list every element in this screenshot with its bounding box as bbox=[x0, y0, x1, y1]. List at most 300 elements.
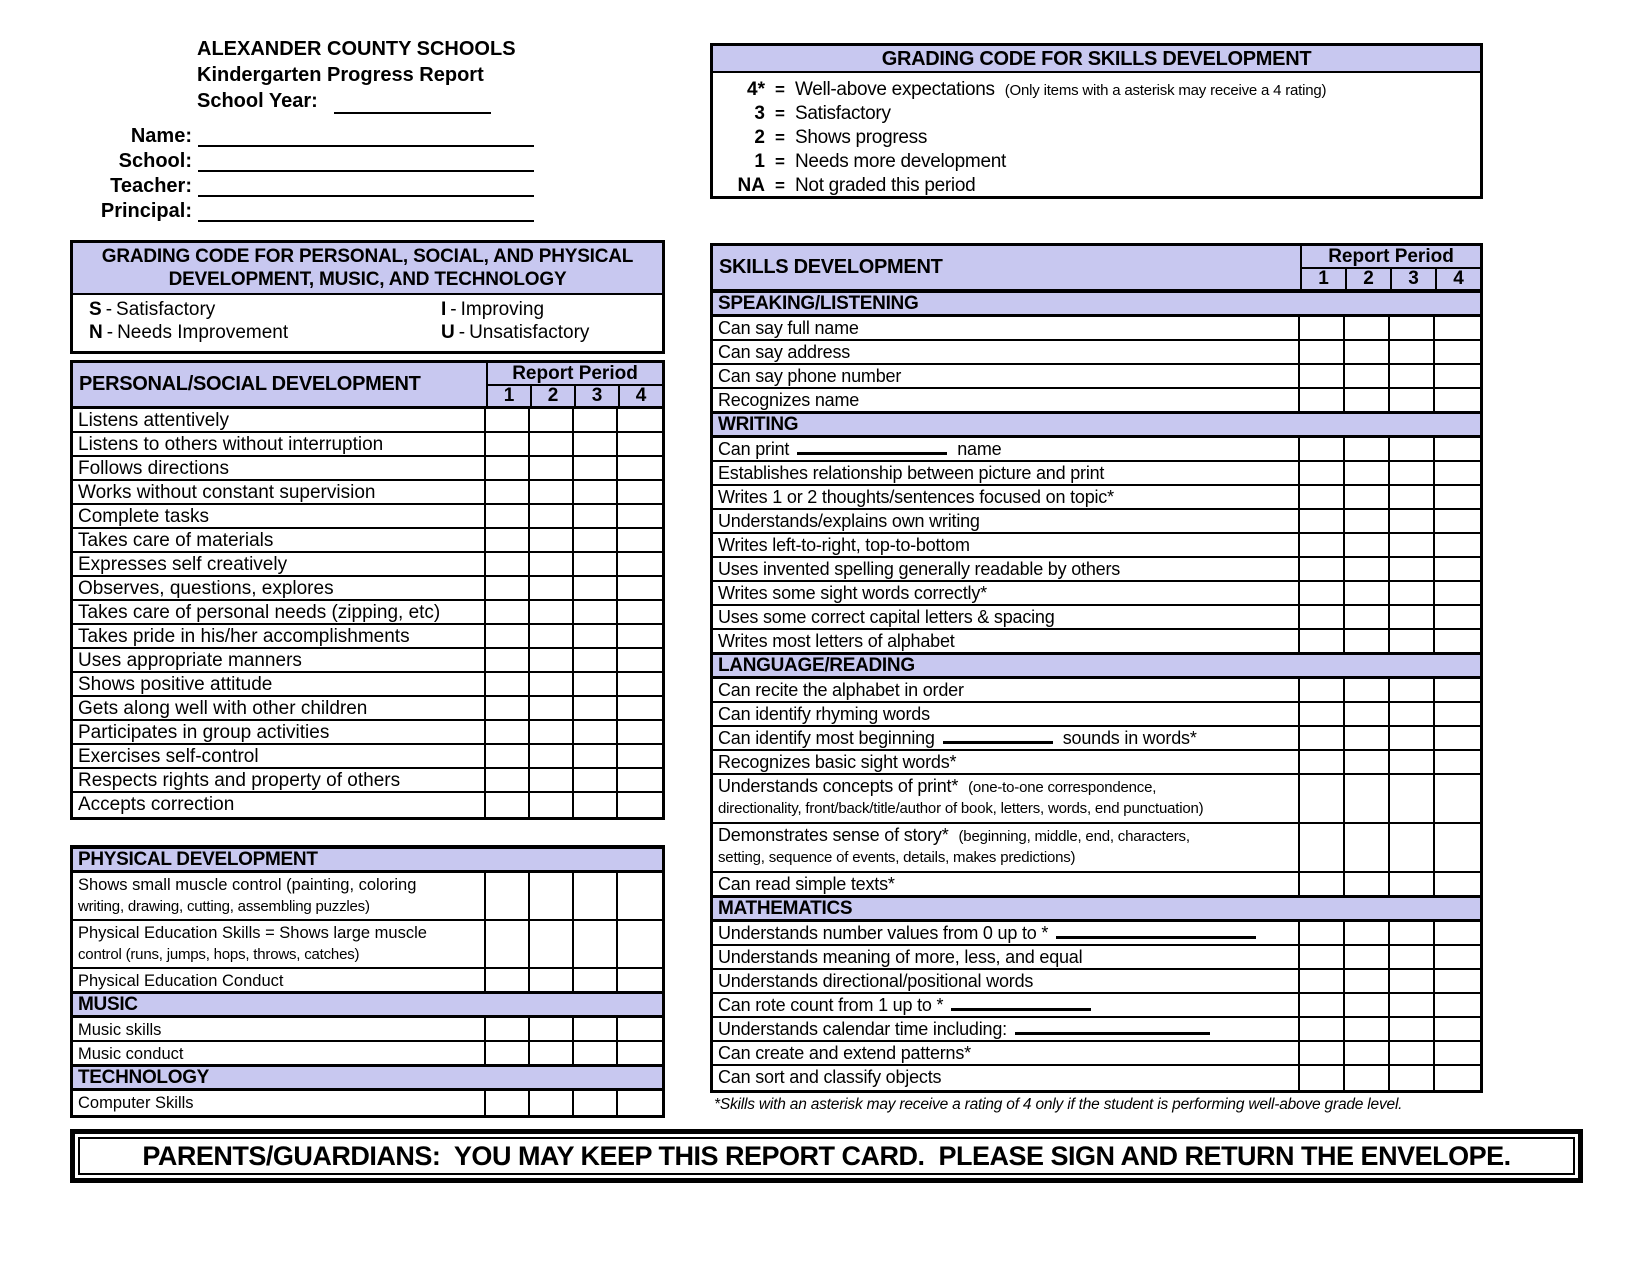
rating-cell-period-1[interactable] bbox=[1300, 679, 1345, 701]
rating-cell-period-1[interactable] bbox=[1300, 873, 1345, 895]
rating-cell-period-2[interactable] bbox=[530, 409, 574, 431]
rating-cell-period-3[interactable] bbox=[574, 457, 618, 479]
rating-cell-period-3[interactable] bbox=[574, 769, 618, 791]
row-label-text: Gets along well with other children bbox=[78, 698, 368, 719]
rating-cell-period-2[interactable] bbox=[1345, 558, 1390, 580]
rating-cell-period-3[interactable] bbox=[574, 1042, 618, 1064]
table-row bbox=[73, 433, 662, 457]
rating-cell-period-2[interactable] bbox=[1345, 389, 1390, 411]
row-label bbox=[73, 649, 486, 671]
rating-cell-period-2[interactable] bbox=[1345, 462, 1390, 484]
rating-cell-period-4[interactable] bbox=[618, 721, 662, 743]
rating-cell-period-3[interactable] bbox=[574, 721, 618, 743]
rating-cell-period-4[interactable] bbox=[1435, 1042, 1480, 1064]
rating-cell-period-1[interactable] bbox=[486, 601, 530, 623]
rating-cell-period-2[interactable] bbox=[530, 793, 574, 817]
rating-cell-period-1[interactable] bbox=[1300, 558, 1345, 580]
rating-cell-period-2[interactable] bbox=[530, 673, 574, 695]
rating-cell-period-3[interactable] bbox=[1390, 703, 1435, 725]
report-period-columns bbox=[488, 386, 662, 406]
rating-cell-period-4[interactable] bbox=[1435, 703, 1480, 725]
rating-cell-period-1[interactable] bbox=[1300, 534, 1345, 556]
rating-cell-period-4[interactable] bbox=[1435, 873, 1480, 895]
table-row bbox=[713, 970, 1480, 994]
row-label bbox=[73, 793, 486, 817]
table-row bbox=[713, 365, 1480, 389]
rating-cell-period-1[interactable] bbox=[1300, 389, 1345, 411]
teacher-field[interactable] bbox=[198, 174, 534, 197]
rating-cell-period-4[interactable] bbox=[618, 673, 662, 695]
rating-cell-period-4[interactable] bbox=[1435, 1066, 1480, 1090]
fill-in-blank[interactable] bbox=[1015, 1020, 1210, 1035]
rating-cell-period-2[interactable] bbox=[1345, 341, 1390, 363]
rating-cell-period-3[interactable] bbox=[1390, 751, 1435, 773]
rating-cell-period-1[interactable] bbox=[486, 577, 530, 599]
rating-cell-period-3[interactable] bbox=[1390, 630, 1435, 652]
rating-cell-period-2[interactable] bbox=[530, 649, 574, 671]
rating-cell-period-2[interactable] bbox=[1345, 873, 1390, 895]
rating-cell-period-1[interactable] bbox=[486, 969, 530, 991]
row-label-text: Complete tasks bbox=[78, 506, 209, 527]
rating-cell-period-2[interactable] bbox=[530, 921, 574, 967]
rating-cell-period-3[interactable] bbox=[574, 481, 618, 503]
rating-cell-period-1[interactable] bbox=[486, 529, 530, 551]
skills-table-title: SKILLS DEVELOPMENT bbox=[719, 256, 943, 278]
rating-cell-period-3[interactable] bbox=[1390, 679, 1435, 701]
rating-cell-period-2[interactable] bbox=[530, 1042, 574, 1064]
rating-cell-period-3[interactable] bbox=[574, 921, 618, 967]
rating-cell-period-4[interactable] bbox=[1435, 438, 1480, 460]
row-label-text: Takes care of materials bbox=[78, 530, 274, 551]
rating-cell-period-4[interactable] bbox=[1435, 824, 1480, 871]
period-2: 2 bbox=[532, 386, 576, 406]
rating-cell-period-4[interactable] bbox=[1435, 751, 1480, 773]
row-label-line2: setting, sequence of events, details, makes predictions) bbox=[718, 849, 1076, 866]
period-4: 4 bbox=[635, 385, 647, 406]
table-row bbox=[713, 775, 1480, 824]
principal-field[interactable] bbox=[198, 199, 534, 222]
table-row bbox=[713, 510, 1480, 534]
rating-cell-period-3[interactable] bbox=[574, 505, 618, 527]
table-row bbox=[73, 577, 662, 601]
row-label-text: name bbox=[957, 439, 1002, 459]
rating-cell-period-2[interactable] bbox=[530, 969, 574, 991]
rating-cell-period-1[interactable] bbox=[1300, 510, 1345, 532]
table-row bbox=[713, 341, 1480, 365]
row-label bbox=[713, 462, 1300, 484]
rating-cell-period-3[interactable] bbox=[574, 529, 618, 551]
rating-cell-period-3[interactable] bbox=[574, 673, 618, 695]
table-row bbox=[713, 1042, 1480, 1066]
table-row bbox=[713, 606, 1480, 630]
legend-eq: = bbox=[775, 176, 785, 195]
rating-cell-period-3[interactable] bbox=[1390, 775, 1435, 822]
period-4: 4 bbox=[1453, 268, 1464, 289]
rating-cell-period-1[interactable] bbox=[486, 873, 530, 919]
rating-cell-period-3[interactable] bbox=[1390, 462, 1435, 484]
row-label bbox=[713, 486, 1300, 508]
rating-cell-period-4[interactable] bbox=[618, 649, 662, 671]
rating-cell-period-1[interactable] bbox=[1300, 606, 1345, 628]
rating-cell-period-2[interactable] bbox=[1345, 946, 1390, 968]
rating-cell-period-2[interactable] bbox=[1345, 1042, 1390, 1064]
row-label-text: Can recite the alphabet in order bbox=[718, 680, 964, 700]
rating-cell-period-2[interactable] bbox=[530, 457, 574, 479]
fill-in-blank[interactable] bbox=[943, 729, 1053, 744]
principal-field-row bbox=[70, 197, 534, 222]
rating-cell-period-1[interactable] bbox=[1300, 1066, 1345, 1090]
rating-cell-period-4[interactable] bbox=[618, 409, 662, 431]
rating-cell-period-3[interactable] bbox=[1390, 534, 1435, 556]
rating-cell-period-4[interactable] bbox=[1435, 462, 1480, 484]
rating-cell-period-1[interactable] bbox=[486, 1091, 530, 1115]
skills-grading-code-box bbox=[710, 43, 1483, 199]
row-label-text: Participates in group activities bbox=[78, 722, 330, 743]
name-field[interactable] bbox=[198, 124, 534, 147]
rating-cell-period-1[interactable] bbox=[486, 721, 530, 743]
rating-cell-period-1[interactable] bbox=[1300, 775, 1345, 822]
rating-cell-period-2[interactable] bbox=[1345, 606, 1390, 628]
rating-cell-period-4[interactable] bbox=[618, 769, 662, 791]
rating-cell-period-2[interactable] bbox=[1345, 630, 1390, 652]
rating-cell-period-4[interactable] bbox=[618, 745, 662, 767]
report-period-label: Report Period bbox=[1302, 246, 1480, 269]
rating-cell-period-1[interactable] bbox=[1300, 751, 1345, 773]
skills-development-table bbox=[710, 243, 1483, 1093]
rating-cell-period-2[interactable] bbox=[1345, 751, 1390, 773]
rating-cell-period-1[interactable] bbox=[1300, 630, 1345, 652]
rating-cell-period-3[interactable] bbox=[1390, 486, 1435, 508]
rating-cell-period-2[interactable] bbox=[530, 697, 574, 719]
rating-cell-period-4[interactable] bbox=[1435, 534, 1480, 556]
parents-banner-text: PARENTS/GUARDIANS: YOU MAY KEEP THIS REPORT CARD. PLEASE SIGN AND RETURN THE ENVELOPE. bbox=[142, 1140, 1511, 1171]
rating-cell-period-4[interactable] bbox=[618, 601, 662, 623]
row-label bbox=[713, 582, 1300, 604]
rating-cell-period-4[interactable] bbox=[1435, 970, 1480, 992]
rating-cell-period-3[interactable] bbox=[1390, 606, 1435, 628]
rating-cell-period-4[interactable] bbox=[618, 1091, 662, 1115]
table-row bbox=[713, 703, 1480, 727]
rating-cell-period-2[interactable] bbox=[530, 745, 574, 767]
rating-cell-period-4[interactable] bbox=[618, 433, 662, 455]
rating-cell-period-2[interactable] bbox=[530, 481, 574, 503]
table-row bbox=[713, 1066, 1480, 1090]
rating-cell-period-4[interactable] bbox=[1435, 727, 1480, 749]
rating-cell-period-4[interactable] bbox=[618, 793, 662, 817]
rating-cell-period-4[interactable] bbox=[1435, 317, 1480, 339]
row-label bbox=[713, 703, 1300, 725]
rating-cell-period-3[interactable] bbox=[1390, 1066, 1435, 1090]
rating-cell-period-3[interactable] bbox=[574, 873, 618, 919]
rating-cell-period-2[interactable] bbox=[530, 873, 574, 919]
rating-cell-period-1[interactable] bbox=[486, 625, 530, 647]
rating-cell-period-4[interactable] bbox=[618, 457, 662, 479]
rating-cell-period-3[interactable] bbox=[1390, 824, 1435, 871]
rating-cell-period-1[interactable] bbox=[1300, 970, 1345, 992]
rating-cell-period-2[interactable] bbox=[530, 601, 574, 623]
rating-cell-period-4[interactable] bbox=[618, 921, 662, 967]
rating-cell-period-2[interactable] bbox=[1345, 994, 1390, 1016]
rating-cell-period-2[interactable] bbox=[1345, 703, 1390, 725]
row-label bbox=[73, 457, 486, 479]
rating-cell-period-2[interactable] bbox=[1345, 1018, 1390, 1040]
rating-cell-period-2[interactable] bbox=[530, 577, 574, 599]
rating-cell-period-1[interactable] bbox=[1300, 703, 1345, 725]
row-label-text: Takes pride in his/her accomplishments bbox=[78, 626, 410, 647]
rating-cell-period-1[interactable] bbox=[1300, 582, 1345, 604]
rating-cell-period-1[interactable] bbox=[486, 745, 530, 767]
rating-cell-period-4[interactable] bbox=[618, 697, 662, 719]
period-1: 1 bbox=[488, 386, 532, 406]
school-field-row bbox=[70, 147, 534, 172]
rating-cell-period-2[interactable] bbox=[530, 1018, 574, 1040]
rating-cell-period-3[interactable] bbox=[574, 697, 618, 719]
rating-cell-period-3[interactable] bbox=[1390, 317, 1435, 339]
row-label-text: Can identify rhyming words bbox=[718, 704, 930, 724]
rating-cell-period-2[interactable] bbox=[530, 769, 574, 791]
row-label-line2: control (runs, jumps, hops, throws, catches) bbox=[78, 946, 360, 963]
rating-cell-period-1[interactable] bbox=[486, 457, 530, 479]
rating-cell-period-2[interactable] bbox=[1345, 727, 1390, 749]
row-label bbox=[713, 824, 1300, 871]
rating-cell-period-3[interactable] bbox=[1390, 365, 1435, 387]
rating-cell-period-4[interactable] bbox=[1435, 922, 1480, 944]
rating-cell-period-3[interactable] bbox=[1390, 946, 1435, 968]
rating-cell-period-3[interactable] bbox=[1390, 994, 1435, 1016]
rating-cell-period-2[interactable] bbox=[530, 505, 574, 527]
rating-cell-period-1[interactable] bbox=[486, 793, 530, 817]
row-label-text: Recognizes basic sight words* bbox=[718, 752, 957, 772]
rating-cell-period-3[interactable] bbox=[574, 409, 618, 431]
rating-cell-period-1[interactable] bbox=[1300, 438, 1345, 460]
rating-cell-period-2[interactable] bbox=[530, 1091, 574, 1115]
row-label-text: Can print bbox=[718, 439, 790, 459]
row-label-text: Physical Education Conduct bbox=[78, 972, 284, 990]
rating-cell-period-1[interactable] bbox=[486, 481, 530, 503]
rating-cell-period-1[interactable] bbox=[486, 921, 530, 967]
rating-cell-period-4[interactable] bbox=[1435, 946, 1480, 968]
rating-cell-period-4[interactable] bbox=[1435, 582, 1480, 604]
rating-cell-period-1[interactable] bbox=[1300, 994, 1345, 1016]
period-3: 3 bbox=[1392, 269, 1437, 289]
rating-cell-period-1[interactable] bbox=[486, 1018, 530, 1040]
rating-cell-period-3[interactable] bbox=[1390, 922, 1435, 944]
table-row bbox=[713, 946, 1480, 970]
rating-cell-period-4[interactable] bbox=[618, 969, 662, 991]
rating-cell-period-4[interactable] bbox=[1435, 679, 1480, 701]
legend-eq: = bbox=[775, 104, 785, 123]
rating-cell-period-3[interactable] bbox=[574, 649, 618, 671]
rating-cell-period-4[interactable] bbox=[1435, 486, 1480, 508]
rating-cell-period-3[interactable] bbox=[1390, 510, 1435, 532]
school-field[interactable] bbox=[198, 149, 534, 172]
rating-cell-period-4[interactable] bbox=[1435, 510, 1480, 532]
report-period-label: Report Period bbox=[488, 363, 662, 386]
rating-cell-period-1[interactable] bbox=[486, 433, 530, 455]
rating-cell-period-1[interactable] bbox=[1300, 922, 1345, 944]
rating-cell-period-3[interactable] bbox=[1390, 727, 1435, 749]
rating-cell-period-2[interactable] bbox=[530, 433, 574, 455]
rating-cell-period-3[interactable] bbox=[1390, 558, 1435, 580]
row-label-text: Can say address bbox=[718, 342, 851, 362]
section-header bbox=[713, 654, 1480, 679]
rating-cell-period-2[interactable] bbox=[1345, 775, 1390, 822]
rating-cell-period-1[interactable] bbox=[1300, 1042, 1345, 1064]
rating-cell-period-4[interactable] bbox=[1435, 365, 1480, 387]
legend-label: Shows progress bbox=[795, 127, 928, 148]
row-label bbox=[713, 438, 1300, 460]
rating-cell-period-3[interactable] bbox=[1390, 341, 1435, 363]
table-row bbox=[73, 673, 662, 697]
row-label bbox=[713, 922, 1300, 944]
rating-cell-period-2[interactable] bbox=[1345, 1066, 1390, 1090]
row-label-text: Uses appropriate manners bbox=[78, 650, 302, 671]
physical-development-table bbox=[70, 845, 665, 1118]
school-label: School: bbox=[118, 150, 192, 172]
rating-cell-period-3[interactable] bbox=[574, 1018, 618, 1040]
rating-cell-period-4[interactable] bbox=[618, 481, 662, 503]
rating-cell-period-2[interactable] bbox=[530, 625, 574, 647]
rating-cell-period-3[interactable] bbox=[574, 433, 618, 455]
rating-cell-period-1[interactable] bbox=[1300, 824, 1345, 871]
table-row bbox=[73, 769, 662, 793]
rating-cell-period-1[interactable] bbox=[486, 553, 530, 575]
row-label bbox=[713, 317, 1300, 339]
rating-cell-period-2[interactable] bbox=[1345, 510, 1390, 532]
rating-cell-period-4[interactable] bbox=[618, 1018, 662, 1040]
table-row bbox=[713, 558, 1480, 582]
rating-cell-period-1[interactable] bbox=[486, 673, 530, 695]
principal-label: Principal: bbox=[100, 200, 192, 222]
personal-table-body bbox=[73, 409, 662, 817]
rating-cell-period-3[interactable] bbox=[1390, 1042, 1435, 1064]
table-row bbox=[713, 824, 1480, 873]
rating-cell-period-3[interactable] bbox=[574, 1091, 618, 1115]
rating-cell-period-3[interactable] bbox=[574, 553, 618, 575]
rating-cell-period-3[interactable] bbox=[574, 577, 618, 599]
rating-cell-period-4[interactable] bbox=[618, 553, 662, 575]
rating-cell-period-1[interactable] bbox=[1300, 486, 1345, 508]
rating-cell-period-1[interactable] bbox=[486, 1042, 530, 1064]
rating-cell-period-4[interactable] bbox=[1435, 630, 1480, 652]
physical-table-body bbox=[73, 848, 662, 1115]
rating-cell-period-4[interactable] bbox=[1435, 389, 1480, 411]
rating-cell-period-4[interactable] bbox=[1435, 775, 1480, 822]
rating-cell-period-1[interactable] bbox=[1300, 341, 1345, 363]
rating-cell-period-4[interactable] bbox=[1435, 1018, 1480, 1040]
table-row bbox=[713, 582, 1480, 606]
rating-cell-period-4[interactable] bbox=[618, 577, 662, 599]
row-label-text: Uses invented spelling generally readable by others bbox=[718, 559, 1121, 579]
rating-cell-period-3[interactable] bbox=[1390, 1018, 1435, 1040]
fill-in-blank[interactable] bbox=[1056, 924, 1256, 939]
legend-label: Satisfactory bbox=[795, 103, 891, 124]
rating-cell-period-1[interactable] bbox=[1300, 365, 1345, 387]
rating-cell-period-1[interactable] bbox=[1300, 462, 1345, 484]
fill-in-blank[interactable] bbox=[951, 996, 1091, 1011]
rating-cell-period-2[interactable] bbox=[1345, 534, 1390, 556]
row-label bbox=[713, 970, 1300, 992]
row-label-line2: writing, drawing, cutting, assembling puzzles) bbox=[78, 898, 370, 915]
rating-cell-period-4[interactable] bbox=[618, 625, 662, 647]
rating-cell-period-2[interactable] bbox=[1345, 582, 1390, 604]
rating-cell-period-1[interactable] bbox=[1300, 1018, 1345, 1040]
row-label-text: Follows directions bbox=[78, 458, 229, 479]
row-label-text: Recognizes name bbox=[718, 390, 860, 410]
rating-cell-period-2[interactable] bbox=[1345, 824, 1390, 871]
legend-code: 1 bbox=[754, 151, 765, 172]
table-row bbox=[73, 1018, 662, 1042]
rating-cell-period-4[interactable] bbox=[618, 529, 662, 551]
rating-cell-period-3[interactable] bbox=[574, 793, 618, 817]
rating-cell-period-1[interactable] bbox=[486, 769, 530, 791]
rating-cell-period-4[interactable] bbox=[1435, 994, 1480, 1016]
section-header-text: MATHEMATICS bbox=[718, 897, 853, 919]
rating-cell-period-1[interactable] bbox=[1300, 946, 1345, 968]
rating-cell-period-2[interactable] bbox=[1345, 486, 1390, 508]
legend-row-2 bbox=[723, 127, 1480, 151]
rating-cell-period-2[interactable] bbox=[1345, 922, 1390, 944]
rating-cell-period-1[interactable] bbox=[486, 697, 530, 719]
rating-cell-period-4[interactable] bbox=[1435, 341, 1480, 363]
row-label-text: Writes 1 or 2 thoughts/sentences focused on topic* bbox=[718, 487, 1114, 507]
rating-cell-period-4[interactable] bbox=[618, 873, 662, 919]
rating-cell-period-4[interactable] bbox=[1435, 558, 1480, 580]
rating-cell-period-3[interactable] bbox=[574, 625, 618, 647]
school-year-field[interactable] bbox=[334, 92, 491, 114]
rating-cell-period-3[interactable] bbox=[1390, 582, 1435, 604]
rating-cell-period-3[interactable] bbox=[574, 745, 618, 767]
row-label-text: Physical Education Skills = Shows large muscle bbox=[78, 924, 427, 942]
rating-cell-period-2[interactable] bbox=[530, 529, 574, 551]
rating-cell-period-3[interactable] bbox=[574, 601, 618, 623]
rating-cell-period-3[interactable] bbox=[1390, 873, 1435, 895]
rating-cell-period-1[interactable] bbox=[486, 649, 530, 671]
rating-cell-period-2[interactable] bbox=[1345, 438, 1390, 460]
rating-cell-period-2[interactable] bbox=[1345, 317, 1390, 339]
rating-cell-period-2[interactable] bbox=[1345, 679, 1390, 701]
period-3: 3 bbox=[576, 386, 620, 406]
section-header bbox=[713, 413, 1480, 438]
row-label bbox=[73, 625, 486, 647]
rating-cell-period-3[interactable] bbox=[1390, 970, 1435, 992]
section-header bbox=[73, 848, 662, 873]
table-row bbox=[73, 457, 662, 481]
rating-cell-period-4[interactable] bbox=[618, 1042, 662, 1064]
rating-cell-period-3[interactable] bbox=[1390, 438, 1435, 460]
row-label bbox=[713, 751, 1300, 773]
row-label-line2: directionality, front/back/title/author of book, letters, words, end punctuation) bbox=[718, 800, 1204, 817]
rating-cell-period-3[interactable] bbox=[1390, 389, 1435, 411]
rating-cell-period-1[interactable] bbox=[1300, 317, 1345, 339]
rating-cell-period-2[interactable] bbox=[530, 721, 574, 743]
row-label-text: Understands calendar time including: bbox=[718, 1019, 1007, 1039]
rating-cell-period-3[interactable] bbox=[574, 969, 618, 991]
personal-grading-code-box bbox=[70, 240, 665, 354]
row-label-text: Can sort and classify objects bbox=[718, 1067, 942, 1087]
rating-cell-period-1[interactable] bbox=[486, 409, 530, 431]
rating-cell-period-2[interactable] bbox=[1345, 970, 1390, 992]
rating-cell-period-1[interactable] bbox=[486, 505, 530, 527]
rating-cell-period-1[interactable] bbox=[1300, 727, 1345, 749]
fill-in-blank[interactable] bbox=[797, 440, 947, 455]
rating-cell-period-4[interactable] bbox=[618, 505, 662, 527]
rating-cell-period-2[interactable] bbox=[530, 553, 574, 575]
rating-cell-period-2[interactable] bbox=[1345, 365, 1390, 387]
rating-cell-period-4[interactable] bbox=[1435, 606, 1480, 628]
row-label bbox=[73, 577, 486, 599]
row-label-text: Listens to others without interruption bbox=[78, 434, 384, 455]
